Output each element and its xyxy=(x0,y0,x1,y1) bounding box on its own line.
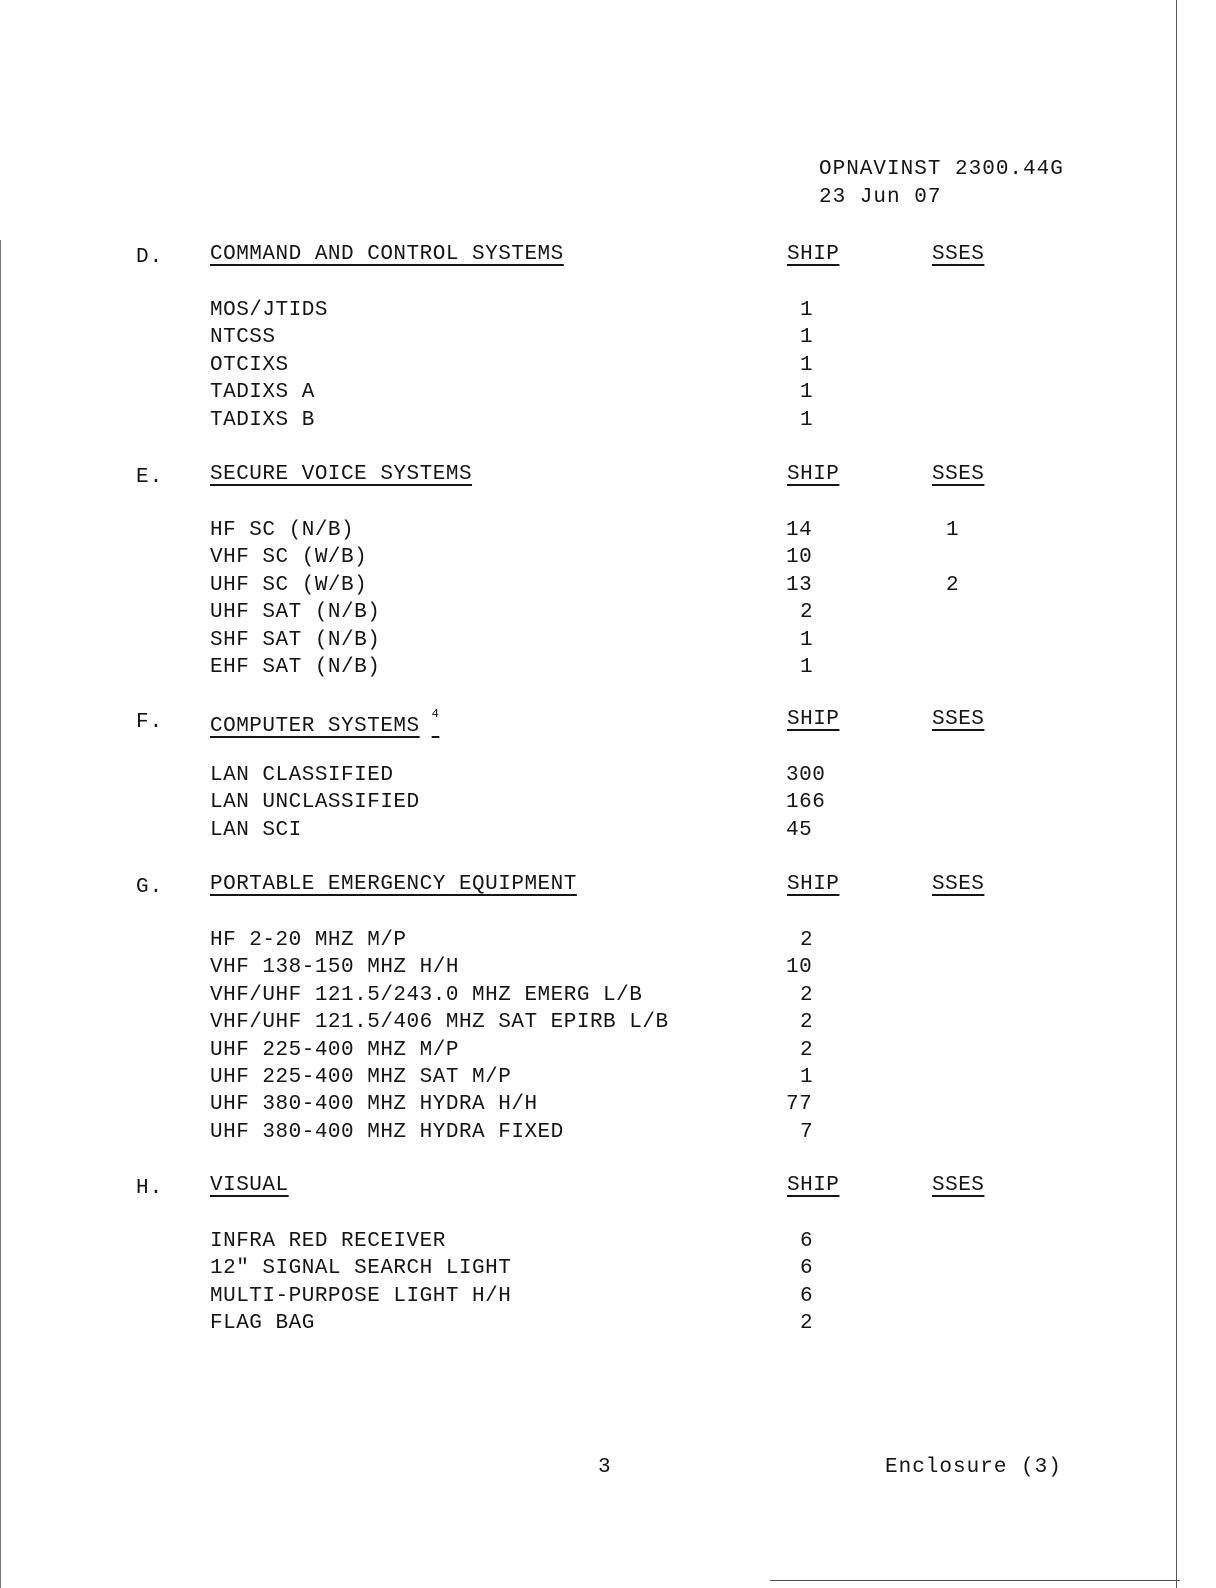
page-number: 3 xyxy=(598,1456,611,1479)
column-header-ship: SHIP xyxy=(787,708,840,731)
sses-quantity: 2 xyxy=(946,573,960,597)
ship-quantity: 45 xyxy=(786,818,813,842)
ship-quantity: 6 xyxy=(800,1284,814,1308)
ship-quantity: 2 xyxy=(800,1312,814,1336)
ship-quantity: 6 xyxy=(800,1257,814,1281)
column-header-sses: SSES xyxy=(932,1174,985,1197)
section-title-text: COMMAND AND CONTROL SYSTEMS xyxy=(210,243,564,266)
ship-quantity: 6 xyxy=(800,1230,814,1253)
sses-quantity: 1 xyxy=(946,519,960,542)
equipment-item: VHF SC (W/B) xyxy=(210,546,368,570)
section-title-text: COMPUTER SYSTEMS xyxy=(210,715,420,738)
ship-quantity: 10 xyxy=(786,956,813,980)
equipment-item: LAN CLASSIFIED xyxy=(210,764,394,787)
section-title xyxy=(210,1174,289,1198)
column-header-ship: SHIP xyxy=(787,1174,840,1197)
section-letter: G. xyxy=(136,876,164,899)
equipment-item: LAN UNCLASSIFIED xyxy=(210,791,420,815)
ship-quantity: 2 xyxy=(800,1011,814,1035)
column-header-sses: SSES xyxy=(932,243,985,266)
equipment-item: MOS/JTIDS xyxy=(210,299,328,322)
ship-quantity: 2 xyxy=(800,601,814,625)
ship-quantity: 1 xyxy=(800,326,814,350)
equipment-item: VHF/UHF 121.5/243.0 MHZ EMERG L/B xyxy=(210,983,643,1007)
section-letter: H. xyxy=(136,1177,164,1200)
equipment-item: UHF 225-400 MHZ M/P xyxy=(210,1038,459,1062)
equipment-item: UHF 380-400 MHZ HYDRA FIXED xyxy=(210,1120,564,1144)
equipment-item: FLAG BAG xyxy=(210,1312,315,1336)
equipment-item: MULTI-PURPOSE LIGHT H/H xyxy=(210,1284,512,1308)
section-letter: F. xyxy=(136,711,164,734)
ship-quantity: 166 xyxy=(786,791,826,815)
equipment-item: INFRA RED RECEIVER xyxy=(210,1230,446,1253)
ship-quantity: 2 xyxy=(800,929,814,952)
ship-quantity: 7 xyxy=(800,1120,814,1144)
ship-quantity: 77 xyxy=(786,1093,813,1117)
section-title xyxy=(210,463,472,487)
equipment-item: TADIXS A xyxy=(210,381,315,405)
equipment-item: NTCSS xyxy=(210,326,276,350)
equipment-item: HF 2-20 MHZ M/P xyxy=(210,929,407,952)
ship-quantity: 1 xyxy=(800,299,814,322)
column-header-ship: SHIP xyxy=(787,243,840,266)
equipment-item: UHF 225-400 MHZ SAT M/P xyxy=(210,1066,512,1089)
equipment-item: VHF/UHF 121.5/406 MHZ SAT EPIRB L/B xyxy=(210,1011,669,1035)
column-header-sses: SSES xyxy=(932,873,985,896)
instruction-date: 23 Jun 07 xyxy=(819,186,942,209)
equipment-item: UHF 380-400 MHZ HYDRA H/H xyxy=(210,1093,538,1117)
ship-quantity: 10 xyxy=(786,546,813,570)
equipment-item: TADIXS B xyxy=(210,408,315,432)
column-header-sses: SSES xyxy=(932,463,985,486)
equipment-item: UHF SAT (N/B) xyxy=(210,601,381,625)
ship-quantity: 1 xyxy=(800,1066,814,1089)
page-edge-right xyxy=(1176,0,1177,1588)
column-header-ship: SHIP xyxy=(787,873,840,896)
page-edge-bottom xyxy=(770,1580,1180,1581)
section-letter: D. xyxy=(136,246,164,269)
column-header-ship: SHIP xyxy=(787,463,840,486)
equipment-item: 12″ SIGNAL SEARCH LIGHT xyxy=(210,1257,512,1281)
ship-quantity: 1 xyxy=(800,353,814,377)
column-header-sses: SSES xyxy=(932,708,985,731)
section-title-text: VISUAL xyxy=(210,1174,289,1197)
equipment-item: OTCIXS xyxy=(210,353,289,377)
ship-quantity: 300 xyxy=(786,764,826,787)
ship-quantity: 2 xyxy=(800,1038,814,1062)
page-edge-left xyxy=(0,240,1,1588)
section-title xyxy=(210,243,564,267)
enclosure-label: Enclosure (3) xyxy=(885,1456,1062,1479)
section-title-text: PORTABLE EMERGENCY EQUIPMENT xyxy=(210,873,577,896)
section-title-text: SECURE VOICE SYSTEMS xyxy=(210,463,473,486)
ship-quantity: 1 xyxy=(800,408,814,432)
ship-quantity: 13 xyxy=(786,573,813,597)
equipment-item: UHF SC (W/B) xyxy=(210,573,368,597)
ship-quantity: 14 xyxy=(786,519,813,542)
equipment-item: HF SC (N/B) xyxy=(210,519,355,542)
ship-quantity: 1 xyxy=(800,628,814,652)
equipment-item: SHF SAT (N/B) xyxy=(210,628,381,652)
instruction-number: OPNAVINST 2300.44G xyxy=(819,158,1064,181)
equipment-item: EHF SAT (N/B) xyxy=(210,656,381,679)
section-title xyxy=(210,708,439,739)
equipment-item: LAN SCI xyxy=(210,818,302,842)
footnote-marker: 4 xyxy=(431,707,440,721)
section-letter: E. xyxy=(136,466,164,489)
ship-quantity: 2 xyxy=(800,983,814,1007)
section-title xyxy=(210,873,577,897)
ship-quantity: 1 xyxy=(800,656,814,679)
equipment-item: VHF 138-150 MHZ H/H xyxy=(210,956,459,980)
ship-quantity: 1 xyxy=(800,381,814,405)
